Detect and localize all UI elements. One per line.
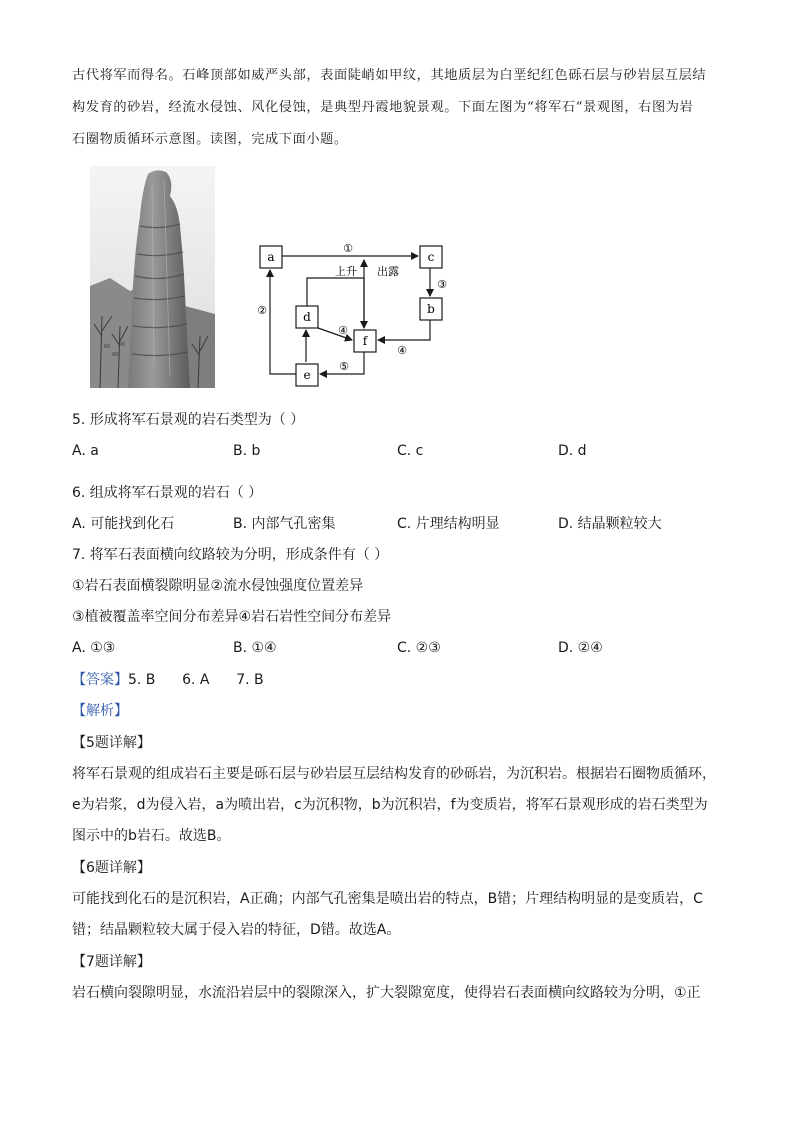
general-stone-photo bbox=[90, 166, 215, 388]
rock-cycle-diagram bbox=[252, 236, 460, 392]
question-5-stem: 5. 形成将军石景观的岩石类型为（ ） bbox=[72, 412, 305, 428]
q7-option-d[interactable]: D. ②④ bbox=[558, 640, 603, 656]
q7-statement-2: ③植被覆盖率空间分布差异④岩石岩性空间分布差异 bbox=[72, 609, 392, 625]
detail-6-line-2: 错；结晶颗粒较大属于侵入岩的特征，D错。故选A。 bbox=[72, 922, 401, 938]
arrow-b-to-f bbox=[378, 320, 430, 340]
q6-option-a[interactable]: A. 可能找到化石 bbox=[72, 516, 175, 532]
intro-line-1: 古代将军而得名。石峰顶部如威严头部，表面陡峭如甲纹，其地质层为白垩纪红色砾石层与砂岩层互层结 bbox=[72, 68, 707, 83]
detail-6-line-1: 可能找到化石的是沉积岩，A正确；内部气孔密集是喷出岩的特点，B错；片理结构明显的是变质岩，C bbox=[72, 891, 703, 907]
node-label-e: e bbox=[303, 368, 311, 382]
q5-option-a[interactable]: A. a bbox=[72, 443, 99, 459]
answer-text: 5. B 6. A 7. B bbox=[128, 672, 264, 688]
q7-option-b[interactable]: B. ①④ bbox=[233, 640, 277, 656]
node-label-b: b bbox=[427, 302, 435, 316]
q7-statement-1: ①岩石表面横裂隙明显②流水侵蚀强度位置差异 bbox=[72, 578, 364, 594]
answer-tag: 【答案】 bbox=[72, 672, 128, 688]
question-6-stem: 6. 组成将军石景观的岩石（ ） bbox=[72, 485, 263, 501]
label-arrow-3: ③ bbox=[437, 278, 447, 291]
q6-option-c[interactable]: C. 片理结构明显 bbox=[397, 516, 500, 532]
label-arrow-2: ② bbox=[257, 304, 267, 317]
arrow-e-to-a bbox=[270, 270, 296, 374]
label-expose: 出露 bbox=[377, 265, 399, 278]
detail-7-title: 【7题详解】 bbox=[72, 954, 151, 970]
label-arrow-1: ① bbox=[343, 242, 353, 255]
node-label-a: a bbox=[267, 250, 275, 264]
label-arrow-4a: ④ bbox=[338, 324, 348, 337]
question-7-stem: 7. 将军石表面横向纹路较为分明，形成条件有（ ） bbox=[72, 547, 389, 563]
label-arrow-5: ⑤ bbox=[339, 360, 349, 373]
q5-option-b[interactable]: B. b bbox=[233, 443, 261, 459]
intro-line-3: 石圈物质循环示意图。读图，完成下面小题。 bbox=[72, 132, 348, 147]
label-arrow-4b: ④ bbox=[397, 344, 407, 357]
analysis-tag: 【解析】 bbox=[72, 703, 128, 719]
q5-option-c[interactable]: C. c bbox=[397, 443, 424, 459]
detail-5-title: 【5题详解】 bbox=[72, 735, 151, 751]
q6-option-d[interactable]: D. 结晶颗粒较大 bbox=[558, 516, 662, 532]
q5-option-d[interactable]: D. d bbox=[558, 443, 587, 459]
answer-row bbox=[72, 670, 264, 690]
detail-5-line-2: e为岩浆，d为侵入岩，a为喷出岩，c为沉积物，b为沉积岩，f为变质岩，将军石景观形成的岩石类型为 bbox=[72, 797, 708, 813]
q6-option-b[interactable]: B. 内部气孔密集 bbox=[233, 516, 336, 532]
q7-option-c[interactable]: C. ②③ bbox=[397, 640, 441, 656]
detail-5-line-1: 将军石景观的组成岩石主要是砾石层与砂岩层互层结构发育的砂砾岩，为沉积岩。根据岩石圈物质循环， bbox=[72, 766, 716, 782]
detail-5-line-3: 图示中的b岩石。故选B。 bbox=[72, 828, 231, 844]
node-label-f: f bbox=[362, 334, 368, 348]
intro-line-2: 构发育的砂岩，经流水侵蚀、风化侵蚀，是典型丹霞地貌景观。下面左图为“将军石”景观图，右图为岩 bbox=[72, 100, 694, 115]
detail-7-line-1: 岩石横向裂隙明显，水流沿岩层中的裂隙深入，扩大裂隙宽度，使得岩石表面横向纹路较为分明，①正 bbox=[72, 985, 701, 1001]
detail-6-title: 【6题详解】 bbox=[72, 860, 151, 876]
label-uplift: 上升 bbox=[335, 265, 357, 278]
node-label-c: c bbox=[427, 250, 435, 264]
q7-option-a[interactable]: A. ①③ bbox=[72, 640, 116, 656]
node-label-d: d bbox=[303, 310, 311, 324]
